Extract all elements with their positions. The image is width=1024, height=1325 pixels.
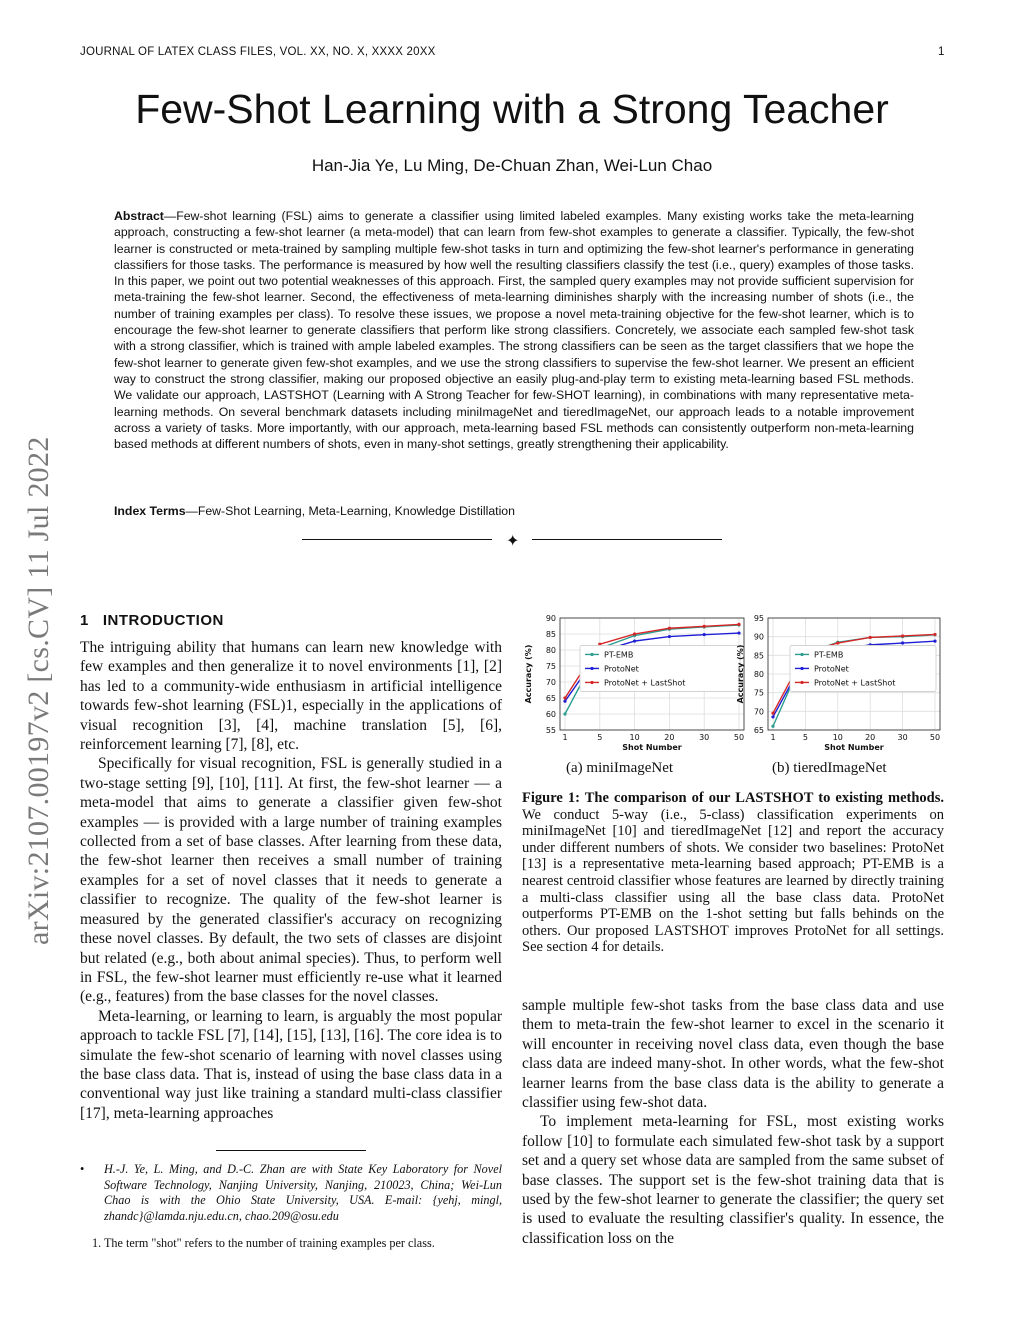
x-tick-label: 30 [699,733,710,742]
data-point [703,625,706,628]
chart-miniimagenet [522,610,750,758]
y-tick-label: 80 [753,670,764,679]
data-point [563,700,566,703]
data-point [901,634,904,637]
data-point [668,635,671,638]
legend-label: ProtoNet + LastShot [814,678,896,688]
footnote-rule [216,1150,366,1151]
subcaption-b: (b) tieredImageNet [772,760,887,776]
y-tick-label: 70 [753,707,764,717]
arxiv-stamp: arXiv:2107.00197v2 [cs.CV] 11 Jul 2022 [22,436,55,945]
y-tick-label: 90 [545,614,556,623]
x-tick-label: 10 [629,733,640,742]
intro-paragraph-1: The intriguing ability that humans can learn new knowledge with few examples and then generalize it to novel environments [1], [2] has led to a community-wide enthusiasm in artificial intelligence towards few-shot learning (FSL)1, especially in the applications of visual recognition [3], [4], machine translation [5], [6], reinforcement learning [7], [8], etc. [80,639,502,754]
legend-label: ProtoNet [814,664,849,674]
legend-label: ProtoNet + LastShot [604,678,686,688]
legend-label: PT-EMB [604,650,634,660]
y-tick-label: 85 [753,651,764,661]
chart-tieredimagenet [734,610,946,758]
legend-marker [590,681,593,684]
data-point [869,636,872,639]
data-point [563,712,566,715]
section-heading [80,612,224,629]
running-head: JOURNAL OF LATEX CLASS FILES, VOL. XX, NO. X, XXXX 20XX [80,46,436,58]
x-tick-label: 10 [832,733,843,742]
data-point [836,641,839,644]
y-tick-label: 65 [753,726,764,735]
figure-caption-text: We conduct 5-way (i.e., 5-class) classification experiments on miniImageNet [10] and tieredImageNet [12] and report the accuracy under different numbers of shots. We consider two baselines: ProtoNet [13] is a representative meta-learning based approach; PT-EMB is a nearest centroid classifier whose features are learned by directly training a multi-class classifier using all the base class data. ProtoNet outperforms PT-EMB on the 1-shot setting but falls behinds on the others. Our proposed LASTSHOT improves ProtoNet for all settings. See section 4 for details. [522,806,944,956]
y-axis-label: Accuracy (%) [524,644,533,704]
legend-marker [800,681,803,684]
section-divider [302,532,722,548]
y-tick-label: 65 [545,694,556,703]
data-point [771,715,774,718]
data-point [563,696,566,699]
data-point [933,633,936,636]
x-tick-label: 5 [802,733,808,742]
figure-caption [522,790,944,956]
y-tick-label: 60 [545,710,556,719]
legend-marker [800,667,803,670]
divider-diamond-icon: ✦ [506,533,520,550]
index-terms [114,504,515,518]
right-column [522,996,944,1248]
y-tick-label: 85 [545,630,556,639]
x-tick-label: 30 [897,733,908,742]
index-terms-label: Index Terms [114,504,186,518]
author-list: Han-Jia Ye, Lu Ming, De-Chuan Zhan, Wei-Lun Chao [311,156,713,175]
data-point [933,640,936,643]
y-tick-label: 55 [545,726,556,735]
abstract [114,208,914,452]
x-tick-label: 5 [597,733,603,742]
x-tick-label: 1 [770,733,776,742]
x-tick-label: 20 [865,733,876,742]
data-point [633,632,636,635]
affiliation-footnote [80,1162,502,1224]
divider-line-right [532,539,722,540]
x-tick-label: 20 [664,733,675,742]
y-tick-label: 75 [753,688,764,698]
data-point [901,641,904,644]
bullet-icon: • [80,1162,85,1176]
x-tick-label: 50 [929,733,941,742]
shot-footnote: 1. The term "shot" refers to the number of training examples per class. [92,1236,435,1250]
y-tick-label: 95 [753,614,764,623]
section-number: 1 [80,612,89,629]
data-point [633,639,636,642]
subcaption-a: (a) miniImageNet [566,760,674,776]
intro-paragraph-5: To implement meta-learning for FSL, most existing works follow [10] to formulate each simulated few-shot task by a support set and a query set whose data are sampled from the same subset of base classes. The support set is the few-shot training data that is used by the few-shot learner to generate the classifier; the query set is used to evaluate the resulting classifier's quality. In essence, the classification loss on the [522,1113,944,1247]
y-axis-label: Accuracy (%) [736,644,745,704]
paper-title: Few-Shot Learning with a Strong Teacher [135,86,889,132]
figure-caption-label: Figure 1: The comparison of our LASTSHOT to existing methods. [522,790,944,806]
y-tick-label: 70 [545,678,556,687]
data-point [771,725,774,728]
divider-line-left [302,539,492,540]
intro-paragraph-4: sample multiple few-shot tasks from the base class data and use them to meta-train the few-shot learner to excel in the scenario it will encounter in receiving novel class data, even though the base class data are indeed many-shot. In other words, what the few-shot learner learns from the base class data is the ability to generate a classifier using few-shot data. [522,997,944,1112]
y-tick-label: 90 [753,632,764,642]
legend-label: ProtoNet [604,664,639,674]
section-title: INTRODUCTION [102,612,224,629]
page-number: 1 [938,46,945,58]
x-tick-label: 50 [733,733,745,742]
data-point [703,633,706,636]
x-axis-label: Shot Number [622,743,682,752]
legend-marker [590,667,593,670]
left-column [80,638,502,1123]
data-point [668,627,671,630]
intro-paragraph-2: Specifically for visual recognition, FSL is generally studied in a two-stage setting [9], [10], [11]. At first, the few-shot learner — a meta-model that aims to generate a classifier given few-shot examples — is provided with a large number of training examples collected from a set of base classes. After learning from these data, the few-shot learner then receives a small number of training examples for a set of novel classes that it needs to generate a classifier to recognize. The quality of the few-shot learner is measured by the generated classifier's accuracy on recognizing these novel classes. By default, the two sets of classes are disjoint but related (e.g., both about animal species). Thus, to perform well in FSL, the few-shot learner must efficiently re-use what it learned (e.g., features) from the base classes for the novel classes. [80,755,502,1006]
y-tick-label: 75 [545,662,556,671]
legend-label: PT-EMB [814,650,844,660]
data-point [771,712,774,715]
x-tick-label: 1 [562,733,568,742]
legend-marker [800,653,803,656]
affiliation-text: H.-J. Ye, L. Ming, and D.-C. Zhan are with State Key Laboratory for Novel Software Technology, Nanjing University, Nanjing, 210023, China; Wei-Lun Chao is with the Ohio State University, USA. E-mail: {yehj, mingl, zhandc}@lamda.nju.edu.cn, chao.209@osu.edu [104,1162,502,1223]
x-axis-label: Shot Number [824,743,884,752]
y-tick-label: 80 [545,646,556,655]
intro-paragraph-3: Meta-learning, or learning to learn, is arguably the most popular approach to tackle FSL [7], [14], [15], [13], [16]. The core idea is to simulate the few-shot scenario of learning with novel classes using the base class data. That is, instead of using the base class data in a conventional way just like training a standard multi-class classifier [17], meta-learning approaches [80,1007,502,1122]
abstract-label: Abstract [114,209,164,223]
abstract-text: —Few-shot learning (FSL) aims to generate a classifier using limited labeled examples. Many existing works take the meta-learning approach, constructing a few-shot learner (a meta-model) that can learn from few-shot examples to generate a classifier. Typically, the few-shot learner is constructed or meta-trained by sampling multiple few-shot tasks in turn and optimizing the few-shot learner's performance in generating classifiers for those tasks. The performance is measured by how well the resulting classifiers classify the test (i.e., query) examples of those tasks. In this paper, we point out two potential weaknesses of this approach. First, the sampled query examples may not provide sufficient supervision for meta-training the few-shot learner. Second, the effectiveness of meta-learning diminishes sharply with the increasing number of shots (i.e., the number of training examples per class). To resolve these issues, we propose a novel meta-training objective for the few-shot learner, which is to encourage the few-shot learner to generate classifiers that perform like strong classifiers. Concretely, we associate each sampled few-shot task with a strong classifier, which is trained with ample labeled examples. The strong classifiers can be seen as the target classifiers that we hope the few-shot learner to generate given few-shot examples, and we use the strong classifiers to supervise the few-shot learner. We present an efficient way to construct the strong classifier, making our proposed objective an easily plug-and-play term to existing meta-learning based FSL methods. We validate our approach, LASTSHOT (Learning with A Strong Teacher for few-SHOT learning), in combinations with many representative meta-learning methods. On several benchmark datasets including miniImageNet and tieredImageNet, our approach leads to a notable improvement across a variety of tasks. More importantly, with our approach, meta-learning based FSL methods can consistently outperform non-meta-learning based methods at different numbers of shots, even in many-shot settings, greatly strengthening their applicability. [114,209,914,452]
legend-marker [590,653,593,656]
index-terms-text: —Few-Shot Learning, Meta-Learning, Knowledge Distillation [185,504,515,518]
